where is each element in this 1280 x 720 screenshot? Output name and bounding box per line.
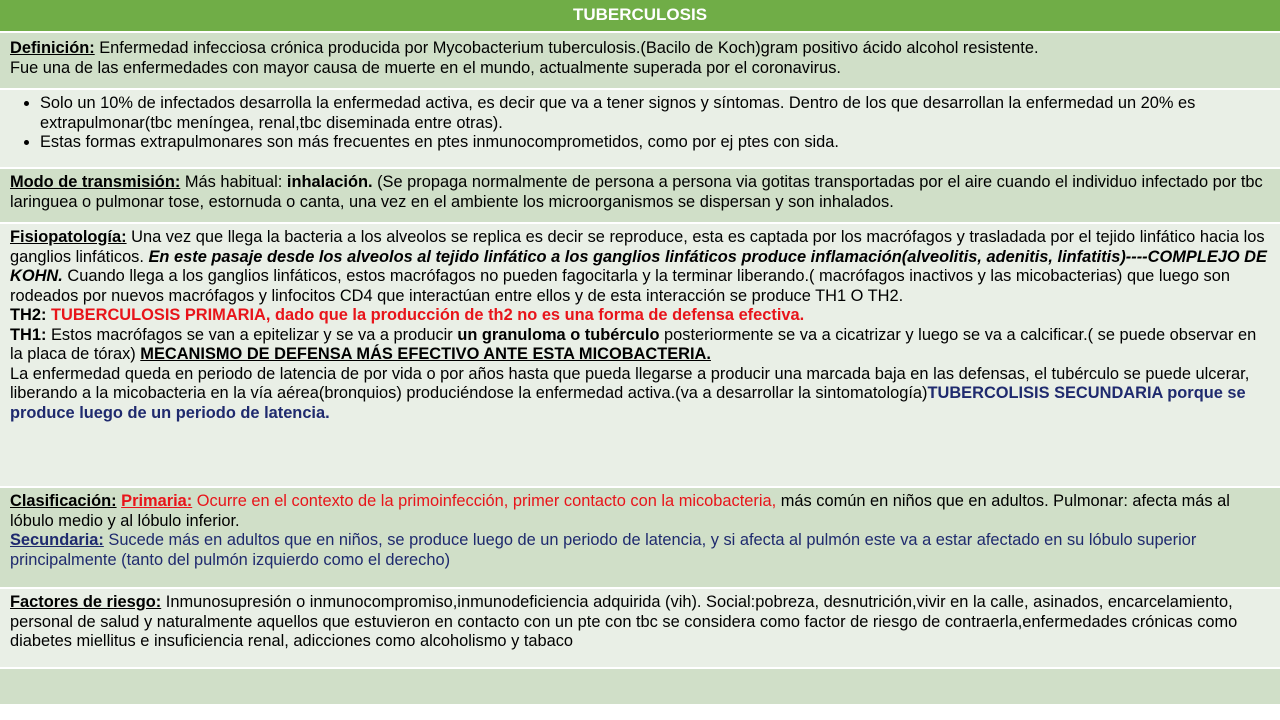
list-item: • Estas formas extrapulmonares son más frecuentes en ptes inmunocomprometidos, como por ej ptes con sida. [40,133,1270,153]
row-definicion [0,31,1280,88]
bullet-list [10,94,1270,153]
th1-mecanismo: MECANISMO DE DEFENSA MÁS EFECTIVO ANTE ESTA MICOBACTERIA. [140,345,711,363]
factores-label: Factores de riesgo: [10,593,162,611]
definicion-text: Enfermedad infecciosa crónica producida por Mycobacterium tuberculosis.(Bacilo de Koch)gram positivo ácido alcohol resistente. [94,39,1039,57]
th2-label: TH2: [10,306,47,324]
th1-granuloma: un granuloma o tubérculo [457,325,660,344]
table-title: TUBERCULOSIS [0,0,1280,31]
th1-text-2: posteriormente se va a cicatrizar y luego se va a calcificar.( se puede observar en la placa de tórax) [10,325,1257,363]
fisio-kohn: En este pasaje desde los alveolos al tejido linfático a los ganglios linfáticos produce inflamación(alveolitis, adenitis, linfatitis)----COMPLEJO DE KOHN. [10,247,1267,285]
primaria-rest: más común en niños que en adultos. Pulmonar: afecta más al lóbulo medio y al lóbulo inferior. [10,492,1230,530]
row-clasificacion [0,486,1280,587]
secundaria-text: Sucede más en adultos que en niños, se produce luego de un periodo de latencia, y si afecta al pulmón este va a estar afectado en su lóbulo superior principalmente (tanto del pulmón izquierdo como el derecho) [10,531,1197,569]
row-transmision [0,167,1280,222]
factores-text: Inmunosupresión o inmunocompromiso,inmunodeficiencia adquirida (vih). Social:pobreza, desnutrición,vivir en la calle, asinados, encarcelamiento, personal de salud y naturalmente aquellos que estuvieron en contacto con un pte con tbc se considera como factor de riesgo de contraerla,enfermedades crónicas como diabetes miellitus e insuficiencia renal, adicciones como alcoholismo y tabaco [10,593,1238,650]
fisio-text: Una vez que llega la bacteria a los alveolos se replica es decir se reproduce, esta es captada por los macrófagos y trasladada por el tejido linfático hacia los ganglios linfáticos. [10,228,1265,266]
latencia-secundaria: TUBERCOLISIS SECUNDARIA porque se produce luego de un periodo de latencia. [10,384,1246,422]
row-empty [0,667,1280,704]
th1-text: Estos macrófagos se van a epitelizar y se va a producir [46,325,458,344]
secundaria-label: Secundaria: [10,531,104,549]
transmision-text-2: (Se propaga normalmente de persona a persona via gotitas transportadas por el aire cuando el individuo infectado por tbc laringuea o pulmonar tose, estornuda o canta, una vez en el ambiente los microorganismos se dispersan y son inhalados. [10,173,1263,211]
clasificacion-label: Clasificación: [10,492,117,510]
th2-text: TUBERCULOSIS PRIMARIA, dado que la producción de th2 no es una forma de defensa efectiva. [46,306,805,324]
fisio-text-2: Cuando llega a los ganglios linfáticos, estos macrófagos no pueden fagocitarla y la terminar liberando.( macrófagos inactivos y las micobacterias) que luego son rodeados por nuevos macrófagos y linfocitos CD4 que interactúan entre ellos y de esta interacción se produce TH1 O TH2. [10,267,1230,305]
transmision-text: Más habitual: [180,173,287,191]
transmision-bold: inhalación. [286,173,373,191]
fisio-label: Fisiopatología: [10,228,127,246]
definicion-text-2: Fue una de las enfermedades con mayor causa de muerte en el mundo, actualmente superada por el coronavirus. [10,58,841,77]
list-item: • Solo un 10% de infectados desarrolla la enfermedad activa, es decir que va a tener signos y síntomas. Dentro de los que desarrollan la enfermedad un 20% es extrapulmonar(tbc meníngea, renal,tbc diseminada entre otras). [40,94,1270,133]
row-fisiopatologia [0,222,1280,486]
latencia-text: La enfermedad queda en periodo de latencia de por vida o por años hasta que pueda llegarse a producir una marcada baja en las defensas, el tubérculo se puede ulcerar, liberando a la micobacteria en la vía aérea(bronquios) produciéndose la enfermedad activa.(va a desarrollar la sintomatología) [10,364,1250,402]
row-bullets [0,88,1280,167]
row-factores [0,587,1280,667]
primaria-label: Primaria: [121,492,193,510]
definicion-label: Definición: [10,39,95,57]
transmision-label: Modo de transmisión: [10,173,181,191]
th1-label: TH1: [10,325,47,344]
primaria-text: Ocurre en el contexto de la primoinfección, primer contacto con la micobacteria, [192,492,781,510]
